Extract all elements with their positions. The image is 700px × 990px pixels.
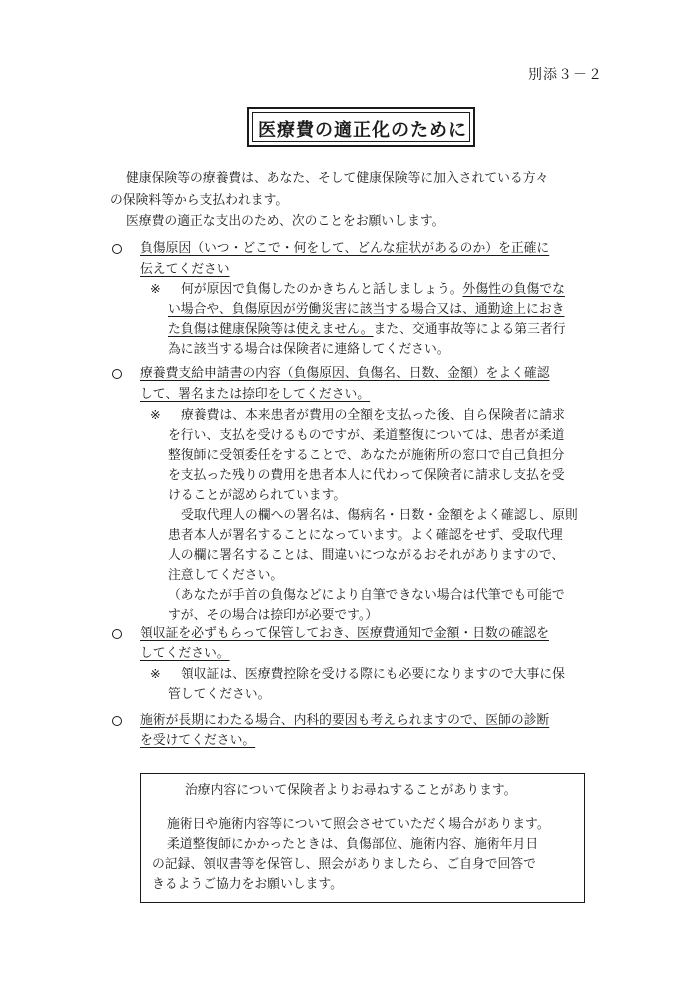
item-2-note-line-4: を支払った残りの費用を患者本人に代わって保険者に請求し支払を受 <box>168 468 565 483</box>
item-2-note-line-9: 注意してください。 <box>168 568 284 583</box>
item-1-note-mark: ※ <box>150 282 161 297</box>
item-2-note-line-7: 患者本人が署名することになっています。よく確認をせず、受取代理 <box>168 528 563 543</box>
item-1-note-line-1b: 外傷性の負傷でな <box>462 282 565 297</box>
item-1-bullet-icon <box>112 244 122 254</box>
item-2-note-line-6: 受取代理人の欄への署名は、傷病名・日数・金額をよく確認し、原則 <box>181 508 578 523</box>
item-4-heading-line-2: を受けてください。 <box>140 733 256 748</box>
item-1-heading-line-2: 伝えてください <box>140 262 230 277</box>
notice-line-1: 施術日や施術内容等について照会させていただく場合があります。 <box>167 817 550 832</box>
item-3-note-line-1: 領収証は、医療費控除を受ける際にも必要になりますので大事に保 <box>181 667 565 682</box>
item-3-note-mark: ※ <box>150 667 161 682</box>
notice-line-4: きるようご協力をお願いします。 <box>152 877 343 892</box>
item-2-heading-line-2: して、署名または捺印をしてください。 <box>140 387 371 402</box>
item-2-note-line-10: （あなたが手首の負傷などにより自筆できない場合は代筆でも可能で <box>168 588 565 603</box>
item-3-note-line-2: 管してください。 <box>168 687 271 702</box>
item-1-note-line-1a: 何が原因で負傷したのかきちんと話しましょう。 <box>181 282 463 297</box>
attachment-label: 別添３－２ <box>528 67 603 83</box>
item-3-heading-line-2: してください。 <box>140 646 230 661</box>
item-2-note-mark: ※ <box>150 408 161 423</box>
notice-title: 治療内容について保険者よりお尋ねすることがあります。 <box>185 783 517 798</box>
notice-line-2: 柔道整復師にかかったときは、負傷部位、施術内容、施術年月日 <box>167 837 539 852</box>
item-2-note-line-11: すが、その場合は捺印が必要です。） <box>168 608 379 623</box>
item-2-note-line-5: けることが認められています。 <box>168 488 347 503</box>
intro-line-2: の保険料等から支払われます。 <box>110 193 289 208</box>
item-2-heading-line-1: 療養費支給申請書の内容（負傷原因、負傷名、日数、金額）をよく確認 <box>140 366 550 381</box>
item-2-note-line-1: 療養費は、本来患者が費用の全額を支払った後、自ら保険者に請求 <box>181 408 565 423</box>
item-1-note-line-3a: た負傷は健康保険等は使えません。 <box>168 322 374 337</box>
item-3-heading-line-1: 領収証を必ずもらって保管しておき、医療費通知で金額・日数の確認を <box>140 626 549 641</box>
item-1-note-line-3 <box>168 321 565 339</box>
item-4-heading-line-1: 施術が長期にわたる場合、内科的要因も考えられますので、医師の診断 <box>140 713 550 728</box>
item-2-note-line-2: を行い、支払を受けるものですが、柔道整復については、患者が柔道 <box>168 428 565 443</box>
notice-line-3: の記録、領収書等を保管し、照会がありましたら、ご自身で回答で <box>152 857 536 872</box>
item-1-note-line-2: い場合や、負傷原因が労働災害に該当する場合又は、通勤途上におき <box>168 302 565 317</box>
item-1-note-line-1 <box>181 281 565 299</box>
item-4-bullet-icon <box>112 716 122 726</box>
item-1-note-line-3b: また、交通事故等による第三者行 <box>373 322 566 337</box>
item-1-heading-line-1: 負傷原因（いつ・どこで・何をして、どんな症状があるのか）を正確に <box>140 241 550 256</box>
item-1-note-line-4: 為に該当する場合は保険者に連絡してください。 <box>168 342 450 357</box>
intro-line-1: 健康保険等の療養費は、あなた、そして健康保険等に加入されている方々 <box>126 171 549 186</box>
item-2-note-line-3: 整復師に受領委任をすることで、あなたが施術所の窓口で自己負担分 <box>168 448 565 463</box>
item-2-note-line-8: 人の欄に署名することは、間違いにつながるおそれがありますので、 <box>168 548 565 563</box>
item-3-bullet-icon <box>112 629 122 639</box>
item-2-bullet-icon <box>112 369 122 379</box>
page-title: 医療費の適正化のために <box>258 120 467 141</box>
intro-line-3: 医療費の適正な支出のため、次のことをお願いします。 <box>126 214 445 229</box>
